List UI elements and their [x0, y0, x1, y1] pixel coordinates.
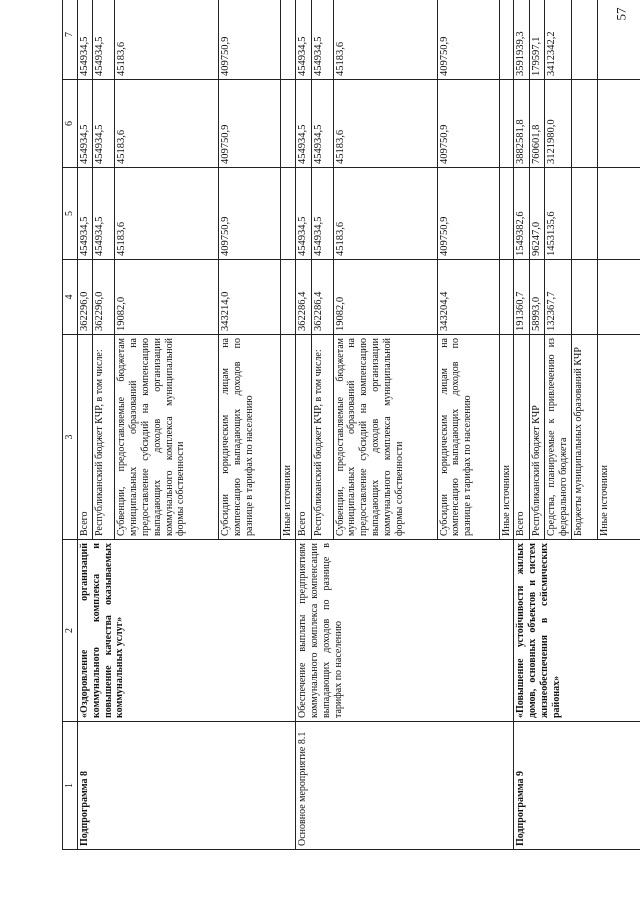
value-cell-v5 — [597, 168, 640, 260]
value-cell-v5: 45183,6 — [115, 168, 219, 260]
funding-source-cell: Республиканский бюджет КЧР, в том числе: — [93, 335, 115, 540]
value-cell-v7: 45183,6 — [333, 0, 437, 80]
funding-source-cell: Иные источники — [597, 335, 640, 540]
header-cell: 3 — [63, 335, 78, 540]
program-name-cell: Основное мероприятие 8.1 — [296, 722, 514, 850]
header-row — [63, 0, 78, 850]
funding-source-cell: Субсидии юридическим лицам на компенсацию выпадающих доходов по разнице в тарифах по населению — [437, 335, 499, 540]
value-cell-v6: 3882581,8 — [514, 80, 529, 168]
funding-source-cell: Иные источники — [499, 335, 514, 540]
funding-source-cell: Субвенции, предоставляемые бюджетам муниципальных образований на предоставление субсидий на компенсацию выпадающих доходов организации коммунального комплекса муниципальной формы собственности — [115, 335, 219, 540]
value-cell-v7: 409750,9 — [437, 0, 499, 80]
header-cell: 1 — [63, 722, 78, 850]
table-row — [78, 0, 93, 850]
value-cell-v6 — [499, 80, 514, 168]
value-cell-v5: 1549382,6 — [514, 168, 529, 260]
value-cell-v4: 343214,0 — [219, 260, 281, 335]
value-cell-v6: 409750,9 — [437, 80, 499, 168]
value-cell-v4 — [281, 260, 296, 335]
table-row — [296, 0, 311, 850]
value-cell-v4: 191360,7 — [514, 260, 529, 335]
value-cell-v7 — [281, 0, 296, 80]
value-cell-v6: 45183,6 — [115, 80, 219, 168]
page-number: 57 — [613, 7, 629, 21]
value-cell-v4: 19082,0 — [333, 260, 437, 335]
value-cell-v4: 362296,0 — [93, 260, 115, 335]
value-cell-v6: 409750,9 — [219, 80, 281, 168]
value-cell-v6: 454934,5 — [78, 80, 93, 168]
funding-source-cell: Всего — [78, 335, 93, 540]
program-name-cell: Подпрограмма 9 — [514, 722, 640, 850]
header-cell: 6 — [63, 80, 78, 168]
value-cell-v7: 3591939,3 — [514, 0, 529, 80]
value-cell-v7 — [597, 0, 640, 80]
value-cell-v4 — [499, 260, 514, 335]
value-cell-v4: 58993,0 — [529, 260, 544, 335]
value-cell-v7: 179597,1 — [529, 0, 544, 80]
funding-source-cell: Иные источники — [281, 335, 296, 540]
value-cell-v7 — [571, 0, 597, 80]
value-cell-v5: 1453135,6 — [545, 168, 572, 260]
value-cell-v4: 362286,4 — [311, 260, 333, 335]
value-cell-v6: 454934,5 — [93, 80, 115, 168]
funding-source-cell: Бюджеты муниципальных образований КЧР — [571, 335, 597, 540]
value-cell-v4: 362296,0 — [78, 260, 93, 335]
funding-source-cell: Средства, планируемые к привлечению из федерального бюджета — [545, 335, 572, 540]
value-cell-v5 — [499, 168, 514, 260]
funding-source-cell: Всего — [514, 335, 529, 540]
value-cell-v5: 45183,6 — [333, 168, 437, 260]
value-cell-v7: 3412342,2 — [545, 0, 572, 80]
value-cell-v6: 454934,5 — [296, 80, 311, 168]
value-cell-v7: 409750,9 — [219, 0, 281, 80]
value-cell-v5: 454934,5 — [78, 168, 93, 260]
funding-source-cell: Субвенции, предоставляемые бюджетам муниципальных образований на предоставление субсидий на компенсацию выпадающих доходов организации коммунального комплекса муниципальной формы собственности — [333, 335, 437, 540]
value-cell-v7 — [499, 0, 514, 80]
value-cell-v6 — [597, 80, 640, 168]
table-row — [514, 0, 529, 850]
value-cell-v5: 454934,5 — [296, 168, 311, 260]
budget-table — [62, 0, 640, 850]
program-title-cell: Обеспечение выплаты предприятиям коммунального комплекса компенсации выпадающих доходов по разнице в тарифах по населению — [296, 540, 514, 722]
header-cell: 4 — [63, 260, 78, 335]
header-cell: 2 — [63, 540, 78, 722]
funding-source-cell: Республиканский бюджет КЧР — [529, 335, 544, 540]
value-cell-v7: 45183,6 — [115, 0, 219, 80]
value-cell-v5: 409750,9 — [219, 168, 281, 260]
value-cell-v5: 454934,5 — [311, 168, 333, 260]
value-cell-v4: 362286,4 — [296, 260, 311, 335]
value-cell-v6: 45183,6 — [333, 80, 437, 168]
value-cell-v5 — [281, 168, 296, 260]
value-cell-v7: 454934,5 — [296, 0, 311, 80]
program-title-cell: «Повышение устойчивости жилых домов, основных объектов и систем жизнеобеспечения в сейсмических районах» — [514, 540, 640, 722]
value-cell-v4 — [597, 260, 640, 335]
value-cell-v4: 19082,0 — [115, 260, 219, 335]
value-cell-v4: 132367,7 — [545, 260, 572, 335]
funding-source-cell: Республиканский бюджет КЧР, в том числе: — [311, 335, 333, 540]
value-cell-v6: 3121980,0 — [545, 80, 572, 168]
funding-source-cell: Субсидии юридическим лицам на компенсацию выпадающих доходов по разнице в тарифах по населению — [219, 335, 281, 540]
value-cell-v4: 343204,4 — [437, 260, 499, 335]
program-name-cell: Подпрограмма 8 — [78, 722, 296, 850]
value-cell-v5: 409750,9 — [437, 168, 499, 260]
header-cell: 7 — [63, 0, 78, 80]
value-cell-v6 — [571, 80, 597, 168]
funding-source-cell: Всего — [296, 335, 311, 540]
value-cell-v5 — [571, 168, 597, 260]
header-cell: 5 — [63, 168, 78, 260]
value-cell-v6: 454934,5 — [311, 80, 333, 168]
value-cell-v7: 454934,5 — [93, 0, 115, 80]
value-cell-v7: 454934,5 — [311, 0, 333, 80]
value-cell-v5: 454934,5 — [93, 168, 115, 260]
value-cell-v6 — [281, 80, 296, 168]
value-cell-v7: 454934,5 — [78, 0, 93, 80]
program-title-cell: «Оздоровление организаций коммунального комплекса и повышение качества оказываемых коммунальных услуг» — [78, 540, 296, 722]
value-cell-v5: 96247,0 — [529, 168, 544, 260]
document-sheet — [62, 0, 632, 850]
value-cell-v6: 760601,8 — [529, 80, 544, 168]
value-cell-v4 — [571, 260, 597, 335]
